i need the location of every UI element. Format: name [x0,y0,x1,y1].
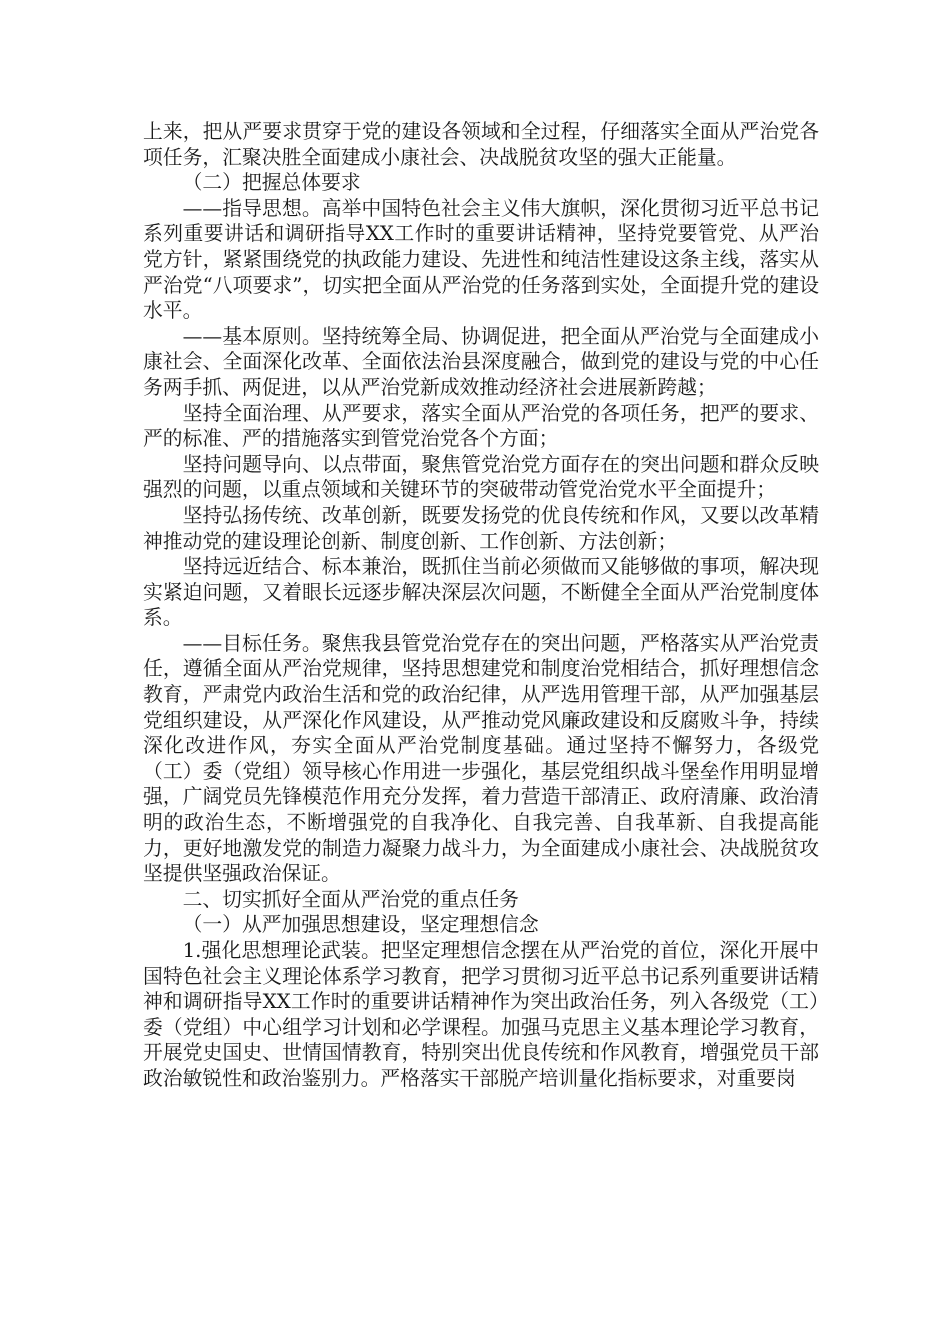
section-heading-overall-requirements: （二）把握总体要求 [182,171,361,195]
document-body [143,119,819,1092]
paragraph-principle-tradition: 坚持弘扬传统、改革创新，既要发扬党的优良传统和作风，又要以改革精神推动党的建设理论创新、制度创新、工作创新、方法创新； [143,503,819,553]
paragraph-theory-arming: 1.强化思想理论武装。把坚定理想信念摆在从严治党的首位，深化开展中国特色社会主义理论体系学习教育，把学习贯彻习近平总书记系列重要讲话精神和调研指导XX工作时的重要讲话精神作为突出政治任务，列入各级党（工）委（党组）中心组学习计划和必学课程。加强马克思主义基本理论学习教育，开展党史国史、世情国情教育，特别突出优良传统和作风教育，增强党员干部政治敏锐性和政治鉴别力。严格落实干部脱产培训量化指标要求，对重要岗 [143,939,819,1090]
paragraph-basic-principles: ——基本原则。坚持统筹全局、协调促进，把全面从严治党与全面建成小康社会、全面深化改革、全面依法治县深度融合，做到党的建设与党的中心任务两手抓、两促进，以从严治党新成效推动经济社会进展新跨越； [143,324,819,399]
paragraph-goals-tasks: ——目标任务。聚焦我县管党治党存在的突出问题，严格落实从严治党责任，遵循全面从严治党规律，坚持思想建党和制度治党相结合，抓好理想信念教育，严肃党内政治生活和党的政治纪律，从严选用管理干部，从严加强基层党组织建设，从严深化作风建设，从严推动党风廉政建设和反腐败斗争，持续深化改进作风，夯实全面从严治党制度基础。通过坚持不懈努力，各级党（工）委（党组）领导核心作用进一步强化，基层党组织战斗堡垒作用明显增强，广阔党员先锋模范作用充分发挥，着力营造干部清正、政府清廉、政治清明的政治生态，不断增强党的自我净化、自我完善、自我革新、自我提高能力，更好地激发党的制造力凝聚力战斗力，为全面建成小康社会、决战脱贫攻坚提供坚强政治保证。 [143,631,819,886]
paragraph-guiding-ideology: ——指导思想。高举中国特色社会主义伟大旗帜，深化贯彻习近平总书记系列重要讲话和调研指导XX工作时的重要讲话精神，坚持党要管党、从严治党方针，紧紧围绕党的执政能力建设、先进性和纯洁性建设这条主线，落实从严治党“八项要求”，切实把全面从严治党的任务落到实处，全面提升党的建设水平。 [143,196,819,323]
paragraph-continuation: 上来，把从严要求贯穿于党的建设各领域和全过程，仔细落实全面从严治党各项任务，汇聚决胜全面建成小康社会、决战脱贫攻坚的强大正能量。 [143,120,819,169]
paragraph-principle-problem-oriented: 坚持问题导向、以点带面，聚焦管党治党方面存在的突出问题和群众反映强烈的问题，以重点领域和关键环节的突破带动管党治党水平全面提升； [143,452,819,502]
section-heading-ideological-building: （一）从严加强思想建设，坚定理想信念 [182,913,539,937]
paragraph-principle-long-term: 坚持远近结合、标本兼治，既抓住当前必须做而又能够做的事项，解决现实紧迫问题，又着眼长远逐步解决深层次问题，不断健全全面从严治党制度体系。 [143,555,819,630]
paragraph-principle-comprehensive: 坚持全面治理、从严要求，落实全面从严治党的各项任务，把严的要求、严的标准、严的措施落实到管党治党各个方面； [143,401,819,451]
section-heading-key-tasks: 二、切实抓好全面从严治党的重点任务 [182,887,519,911]
